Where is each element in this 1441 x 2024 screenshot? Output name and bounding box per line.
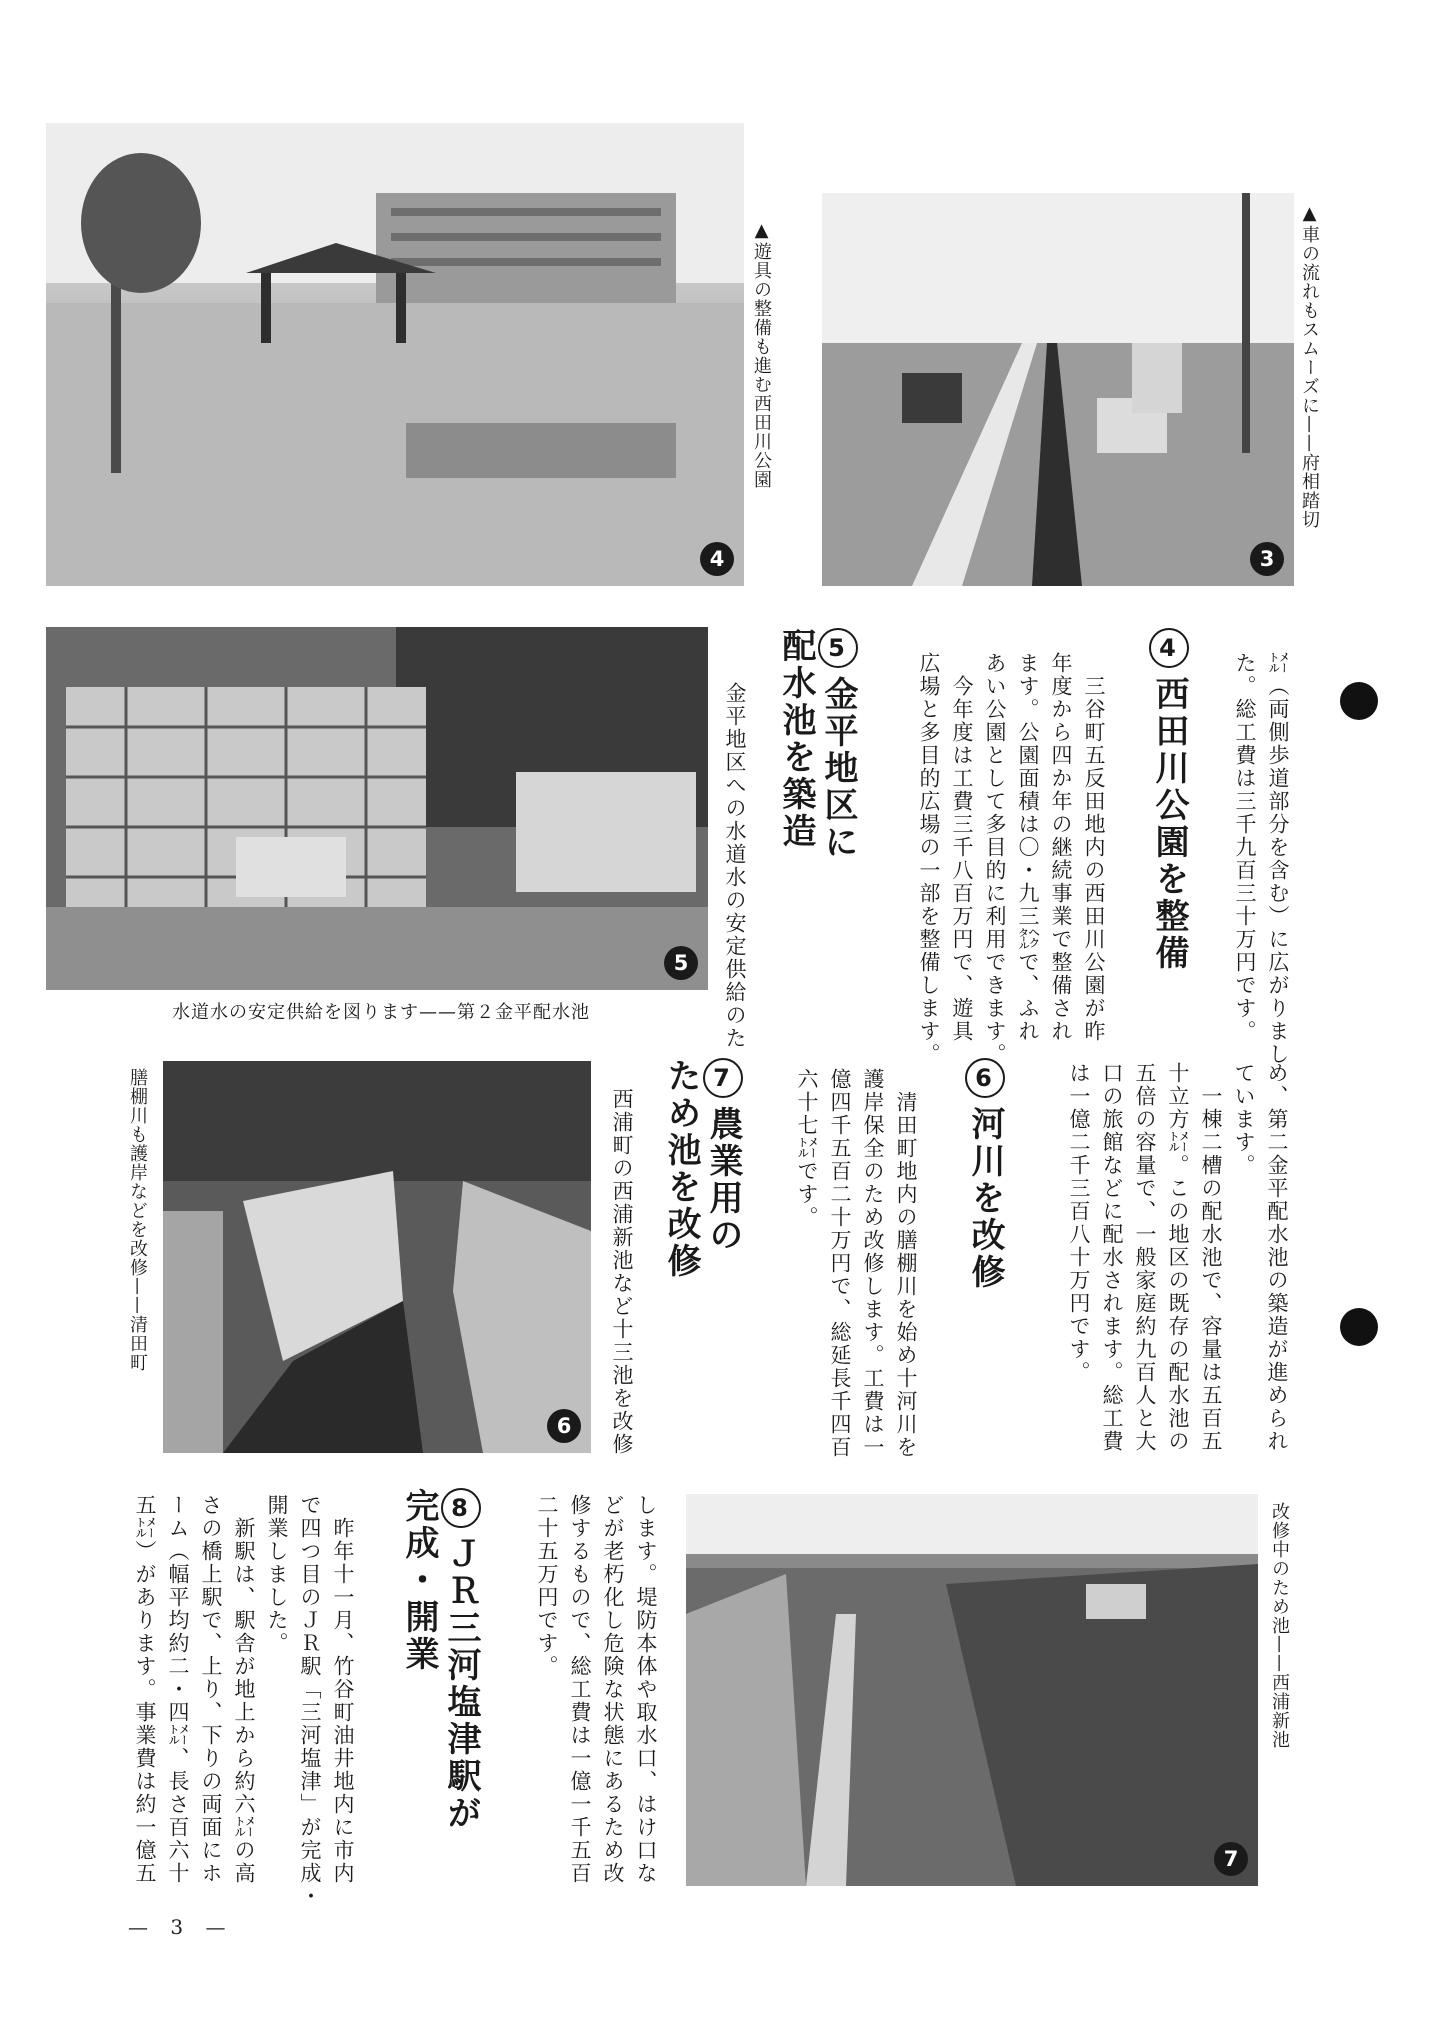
section-title-line: 完成・開業 bbox=[399, 1488, 439, 1673]
section-5-body bbox=[718, 682, 751, 1050]
text-line: 広場と多目的広場の一部を整備します。 bbox=[917, 652, 941, 1066]
text-line: 西浦町の西浦新池など十三池を改修 bbox=[610, 1088, 634, 1456]
text-line: 昨年十一月、竹谷町油井地内に市内 bbox=[331, 1494, 355, 1885]
section-title-line: 農業用の bbox=[703, 1106, 743, 1254]
photo-nishidagawa-park bbox=[46, 123, 744, 586]
section-6-body bbox=[790, 1068, 922, 1459]
text-line: ます。公園面積は〇・九三㌶で、ふれ bbox=[1016, 652, 1040, 1043]
text-line: 十立方㍍。この地区の既存の配水池の bbox=[1166, 1062, 1190, 1453]
text-line: で四つ目のＪＲ駅「三河塩津」が完成・ bbox=[298, 1494, 322, 1908]
section-8-heading bbox=[398, 1488, 482, 1908]
section-5-body-continued bbox=[1062, 1062, 1293, 1453]
bullet-dot bbox=[1340, 682, 1378, 720]
photo-number-badge: 6 bbox=[547, 1409, 581, 1443]
section-number-badge: 8 bbox=[441, 1488, 481, 1528]
text-line: 護岸保全のため改修します。工費は一 bbox=[861, 1068, 885, 1459]
section-7-body bbox=[605, 1088, 638, 1456]
photo-5-caption: 水道水の安定供給を図ります——第２金平配水池 bbox=[172, 1002, 590, 1023]
section-title-line: ため池を改修 bbox=[661, 1058, 701, 1280]
photo-fuso-crossing bbox=[822, 193, 1294, 586]
photo-zendana-river bbox=[163, 1061, 591, 1453]
text-line: 五㍍）があります。事業費は約一億五 bbox=[133, 1494, 157, 1885]
text-line: あい公園として多目的に利用できます。 bbox=[983, 652, 1007, 1066]
text-line: 三谷町五反田地内の西田川公園が昨 bbox=[1082, 652, 1106, 1043]
text-line: ㍍（両側歩道部分を含む）に広がりまし bbox=[1266, 652, 1290, 1066]
section-title: 西田川公園を整備 bbox=[1149, 676, 1189, 972]
text-line: ています。 bbox=[1232, 1062, 1256, 1177]
text-line: どが老朽化し危険な状態にあるため改 bbox=[601, 1494, 625, 1885]
text-line: 年度から四か年の継続事業で整備され bbox=[1049, 652, 1073, 1043]
photo-kanehira-reservoir bbox=[46, 627, 708, 990]
section-number-badge: 5 bbox=[818, 628, 858, 668]
text-line: は一億二千三百八十万円です。 bbox=[1067, 1062, 1091, 1384]
page-number: — 3 — bbox=[128, 1915, 234, 1939]
text-line: ーム（幅平均約二・四㍍、長さ百六十 bbox=[166, 1494, 190, 1885]
text-line: 五倍の容量で、一般家庭約九百人と大 bbox=[1133, 1062, 1157, 1453]
text-line: さの橋上駅で、上り、下りの両面にホ bbox=[199, 1494, 223, 1885]
photo-7-caption: 改修中のため池——西浦新池 bbox=[1269, 1502, 1290, 1749]
text-line: 口の旅館などに配水されます。総工費 bbox=[1100, 1062, 1124, 1453]
text-line: め、第二金平配水池の築造が進められ bbox=[1265, 1062, 1289, 1453]
section-7-body-continued bbox=[530, 1494, 662, 1889]
section-4-body bbox=[912, 652, 1110, 1066]
article-carryover-text bbox=[1228, 652, 1294, 1066]
text-line: 開業しました。 bbox=[265, 1494, 289, 1655]
text-line: 新駅は、駅舎が地上から約六㍍の高 bbox=[232, 1494, 256, 1885]
text-line: 金平地区への水道水の安定供給のた bbox=[723, 682, 747, 1050]
section-4-heading bbox=[1148, 628, 1190, 972]
text-line: た。総工費は三千九百三十万円です。 bbox=[1233, 652, 1257, 1043]
section-6-heading bbox=[964, 1058, 1006, 1291]
photo-4-caption: ▲遊具の整備も進む西田川公園 bbox=[751, 220, 772, 489]
section-title: 河川を改修 bbox=[965, 1106, 1005, 1291]
section-7-heading bbox=[660, 1058, 744, 1358]
section-8-body bbox=[128, 1494, 359, 1908]
photo-number-badge: 5 bbox=[664, 946, 698, 980]
text-line: 修するもので、総工費は一億一千五百 bbox=[568, 1494, 592, 1885]
text-line: 六十七㍍です。 bbox=[795, 1068, 819, 1229]
photo-number-badge: 4 bbox=[700, 542, 734, 576]
section-number-badge: 6 bbox=[965, 1058, 1005, 1098]
text-line: 億四千五百二十万円で、総延長千四百 bbox=[828, 1068, 852, 1459]
section-title-line: 配水池を築造 bbox=[776, 628, 816, 850]
photo-number-badge: 3 bbox=[1250, 542, 1284, 576]
text-line: 二十五万円です。 bbox=[535, 1494, 559, 1678]
section-title-line: ＪＲ三河塩津駅が bbox=[441, 1536, 481, 1832]
section-5-heading bbox=[775, 628, 859, 928]
text-line: 清田町地内の膳棚川を始め十河川を bbox=[894, 1068, 918, 1459]
photo-6-caption: 膳棚川も護岸などを改修——清田町 bbox=[127, 1068, 148, 1372]
text-line: 今年度は工費三千八百万円で、遊具 bbox=[950, 652, 974, 1043]
section-number-badge: 4 bbox=[1149, 628, 1189, 668]
bullet-dot bbox=[1340, 1308, 1378, 1346]
text-line: します。堤防本体や取水口、はけ口な bbox=[634, 1494, 658, 1885]
section-title-line: 金平地区に bbox=[818, 676, 858, 861]
photo-3-caption: ▲車の流れもスムーズに——府相踏切 bbox=[1299, 203, 1320, 529]
photo-nishiura-pond bbox=[686, 1494, 1258, 1886]
text-line: 一棟二槽の配水池で、容量は五百五 bbox=[1199, 1062, 1223, 1453]
photo-number-badge: 7 bbox=[1214, 1842, 1248, 1876]
section-number-badge: 7 bbox=[703, 1058, 743, 1098]
